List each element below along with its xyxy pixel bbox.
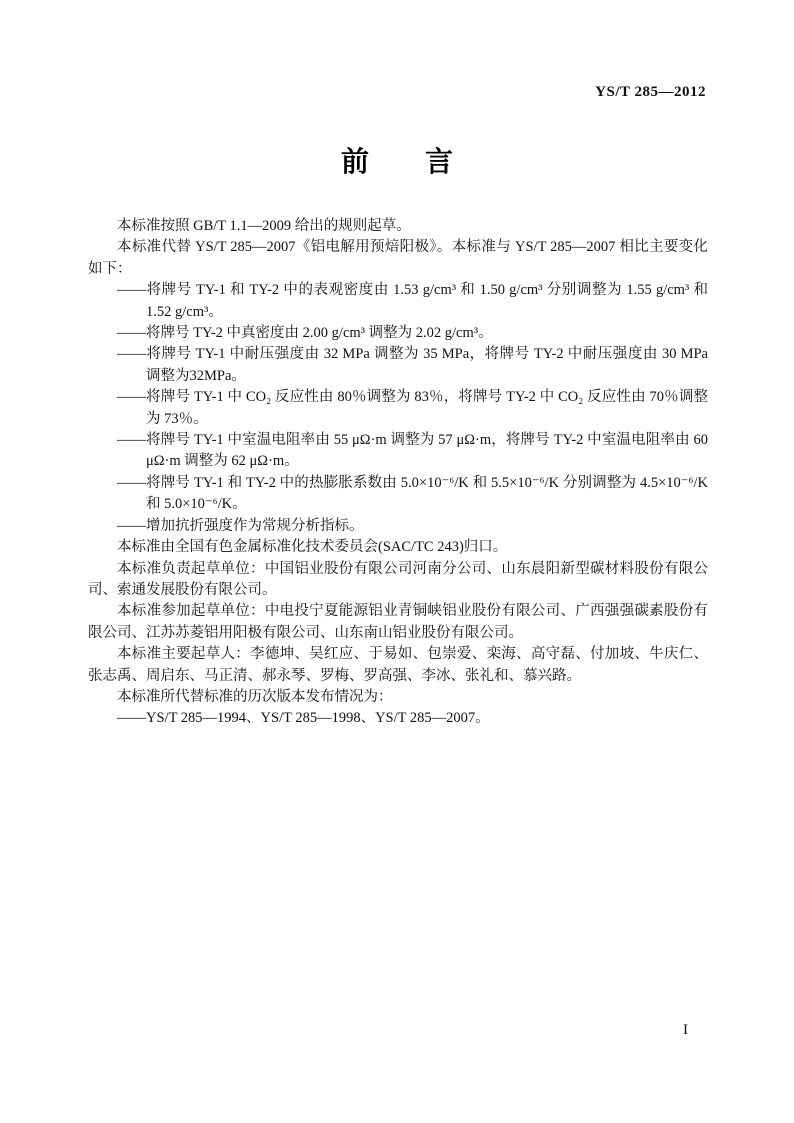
page-number: I (683, 1022, 688, 1038)
foreword-body (88, 216, 708, 730)
paragraph-history-intro: 本标准所代替标准的历次版本发布情况为： (117, 688, 393, 705)
change-item-co2: ——将牌号 TY-1 中 CO₂ 反应性由 80％调整为 83％，将牌号 TY-2 中 CO₂ 反应性由 70％调整为 73％。 (117, 389, 708, 427)
change-item-resistivity: ——将牌号 TY-1 中室温电阻率由 55 μΩ·m 调整为 57 μΩ·m，将牌号 TY-2 中室温电阻率由 60 μΩ·m 调整为 62 μΩ·m。 (117, 432, 708, 470)
change-item-true-density: ——将牌号 TY-2 中真密度由 2.00 g/cm³ 调整为 2.02 g/cm³。 (117, 325, 493, 342)
history-item-editions: ——YS/T 285—1994、YS/T 285—1998、YS/T 285—2007。 (117, 710, 490, 727)
change-item-flexural: ——增加抗折强度作为常规分析指标。 (117, 517, 364, 534)
paragraph-participating-drafters: 本标准参加起草单位：中电投宁夏能源铝业青铜峡铝业股份有限公司、广西强强碳素股份有限公司、江苏苏菱铝用阳极有限公司、山东南山铝业股份有限公司。 (88, 603, 708, 641)
paragraph-replacement: 本标准代替 YS/T 285—2007《铝电解用预焙阳极》。本标准与 YS/T 285—2007 相比主要变化如下： (88, 239, 708, 277)
paragraph-scope: 本标准按照 GB/T 1.1—2009 给出的规则起草。 (117, 218, 411, 234)
paragraph-committee: 本标准由全国有色金属标准化技术委员会(SAC/TC 243)归口。 (117, 539, 508, 556)
page-title: 前 言 (340, 146, 453, 177)
paragraph-lead-drafters: 本标准负责起草单位：中国铝业股份有限公司河南分公司、山东晨阳新型碳材料股份有限公司、索通发展股份有限公司。 (88, 560, 708, 598)
doc-number: YS/T 285—2012 (595, 84, 706, 100)
paragraph-main-drafters: 本标准主要起草人：李德坤、吴红应、于易如、包崇爱、栾海、高守磊、付加坡、牛庆仁、张志禹、周启东、马正清、郝永琴、罗梅、罗高强、李冰、张礼和、慕兴路。 (88, 646, 708, 684)
change-item-density: ——将牌号 TY-1 和 TY-2 中的表观密度由 1.53 g/cm³ 和 1.50 g/cm³ 分别调整为 1.55 g/cm³ 和 1.52 g/cm³。 (117, 282, 708, 320)
change-item-strength: ——将牌号 TY-1 中耐压强度由 32 MPa 调整为 35 MPa，将牌号 TY-2 中耐压强度由 30 MPa 调整为32MPa。 (117, 346, 708, 384)
change-item-expansion: ——将牌号 TY-1 和 TY-2 中的热膨胀系数由 5.0×10⁻⁶/K 和 5.5×10⁻⁶/K 分别调整为 4.5×10⁻⁶/K 和 5.0×10⁻⁶/K。 (117, 474, 708, 513)
